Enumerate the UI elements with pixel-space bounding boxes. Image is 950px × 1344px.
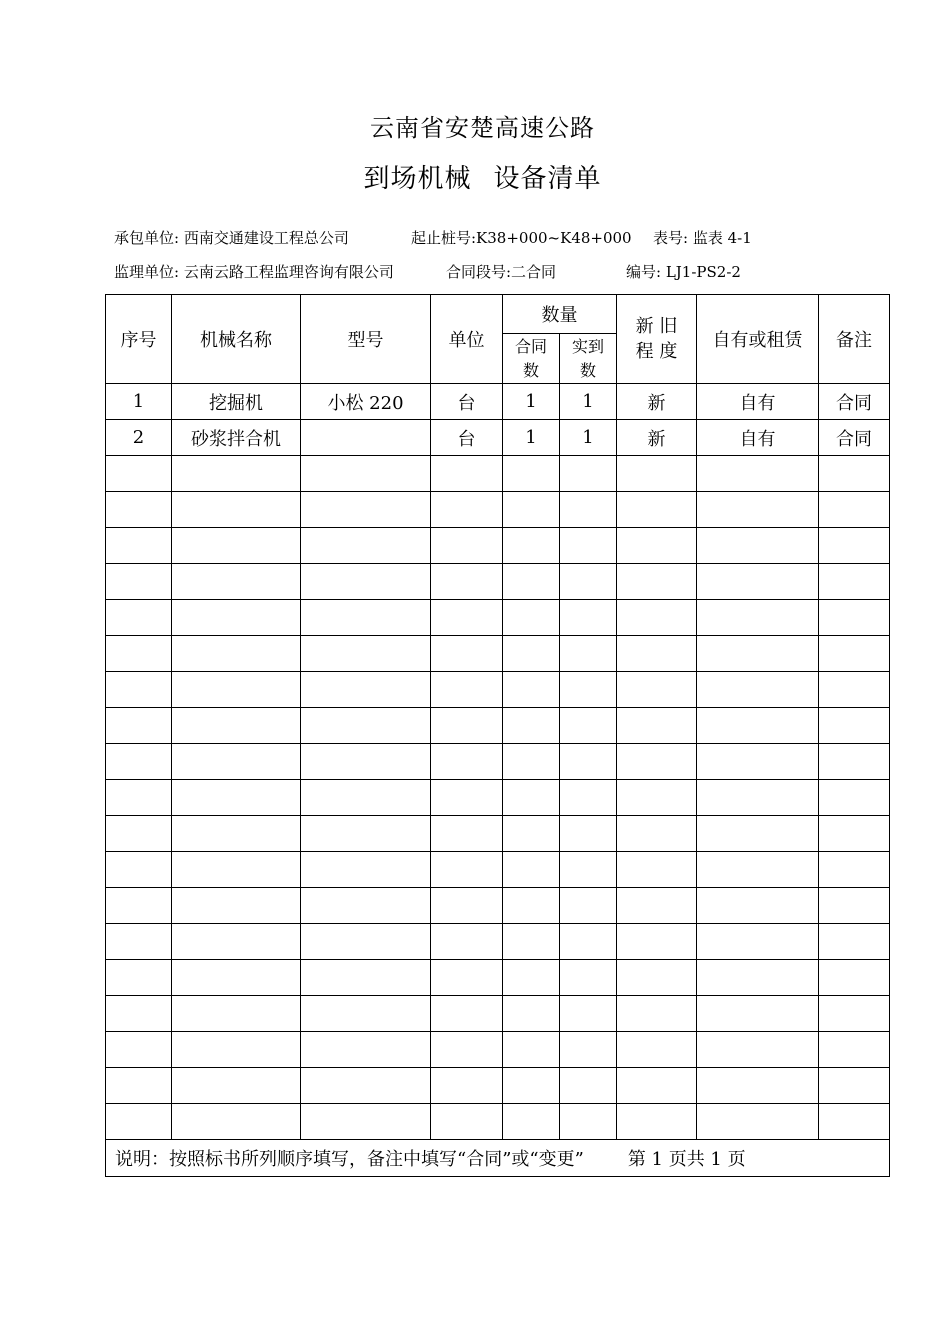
- footer-note: 说明：按照标书所列顺序填写，备注中填写“合同”或“变更”: [115, 1149, 584, 1170]
- table-row-empty: [106, 636, 890, 672]
- cell-contract-qty: [503, 1104, 560, 1140]
- cell-model: [301, 456, 431, 492]
- cell-model: [301, 1068, 431, 1104]
- cell-seq: [106, 492, 172, 528]
- cell-seq: [106, 1032, 172, 1068]
- header-unit: 单位: [431, 295, 503, 384]
- cell-actual-qty: [560, 888, 617, 924]
- cell-condition: [617, 852, 697, 888]
- table-row-empty: [106, 600, 890, 636]
- header-condition: 新 旧 程 度: [617, 295, 697, 384]
- cell-contract-qty: [503, 1032, 560, 1068]
- table-row-empty: [106, 456, 890, 492]
- cell-name: 砂浆拌合机: [172, 420, 301, 456]
- cell-contract-qty: [503, 528, 560, 564]
- cell-contract-qty: [503, 456, 560, 492]
- cell-contract-qty: [503, 816, 560, 852]
- cell-name: [172, 780, 301, 816]
- table-row-empty: [106, 708, 890, 744]
- cell-unit: [431, 528, 503, 564]
- cell-name: [172, 528, 301, 564]
- cell-ownership: [697, 816, 819, 852]
- table-row-empty: [106, 996, 890, 1032]
- cell-remark: [819, 492, 890, 528]
- cell-actual-qty: [560, 1032, 617, 1068]
- cell-contract-qty: 1: [503, 420, 560, 456]
- table-footer-row: [106, 1140, 890, 1177]
- cell-remark: [819, 564, 890, 600]
- cell-remark: [819, 528, 890, 564]
- cell-actual-qty: [560, 456, 617, 492]
- cell-unit: 台: [431, 384, 503, 420]
- table-row-empty: [106, 1068, 890, 1104]
- cell-remark: [819, 852, 890, 888]
- page-indicator: 第 1 页共 1 页: [627, 1149, 746, 1170]
- cell-condition: [617, 672, 697, 708]
- cell-remark: [819, 636, 890, 672]
- cell-ownership: [697, 888, 819, 924]
- cell-contract-qty: [503, 888, 560, 924]
- cell-contract-qty: [503, 852, 560, 888]
- cell-condition: [617, 924, 697, 960]
- cell-name: [172, 1068, 301, 1104]
- cell-remark: [819, 744, 890, 780]
- cell-model: [301, 960, 431, 996]
- cell-ownership: 自有: [697, 420, 819, 456]
- cell-actual-qty: [560, 780, 617, 816]
- cell-condition: [617, 528, 697, 564]
- serial-number-info: 编号: LJ1-PS2-2: [626, 263, 741, 281]
- cell-unit: [431, 1068, 503, 1104]
- cell-name: [172, 924, 301, 960]
- cell-name: [172, 636, 301, 672]
- cell-actual-qty: [560, 996, 617, 1032]
- cell-contract-qty: [503, 744, 560, 780]
- cell-seq: [106, 996, 172, 1032]
- cell-remark: [819, 456, 890, 492]
- cell-condition: [617, 600, 697, 636]
- cell-unit: [431, 852, 503, 888]
- table-row-empty: [106, 1032, 890, 1068]
- cell-condition: [617, 456, 697, 492]
- cell-seq: [106, 744, 172, 780]
- cell-unit: [431, 816, 503, 852]
- cell-unit: [431, 600, 503, 636]
- cell-condition: [617, 780, 697, 816]
- cell-ownership: [697, 1068, 819, 1104]
- cell-unit: [431, 564, 503, 600]
- cell-seq: [106, 1104, 172, 1140]
- cell-contract-qty: [503, 672, 560, 708]
- cell-seq: [106, 852, 172, 888]
- cell-ownership: [697, 636, 819, 672]
- cell-ownership: [697, 960, 819, 996]
- supervisor-info: 监理单位: 云南云路工程监理咨询有限公司: [114, 263, 394, 281]
- cell-contract-qty: [503, 564, 560, 600]
- cell-remark: [819, 600, 890, 636]
- cell-condition: [617, 960, 697, 996]
- cell-actual-qty: [560, 708, 617, 744]
- cell-remark: [819, 924, 890, 960]
- cell-seq: [106, 672, 172, 708]
- cell-ownership: [697, 996, 819, 1032]
- table-row-empty: [106, 888, 890, 924]
- cell-contract-qty: [503, 996, 560, 1032]
- cell-condition: [617, 636, 697, 672]
- cell-model: [301, 528, 431, 564]
- cell-remark: [819, 996, 890, 1032]
- cell-remark: [819, 672, 890, 708]
- cell-model: [301, 816, 431, 852]
- cell-name: [172, 600, 301, 636]
- cell-actual-qty: [560, 924, 617, 960]
- cell-actual-qty: 1: [560, 384, 617, 420]
- equipment-table: [105, 294, 890, 1177]
- cell-remark: [819, 888, 890, 924]
- header-seq: 序号: [106, 295, 172, 384]
- cell-condition: 新: [617, 384, 697, 420]
- cell-contract-qty: [503, 600, 560, 636]
- cell-seq: [106, 528, 172, 564]
- cell-unit: [431, 1104, 503, 1140]
- cell-condition: [617, 996, 697, 1032]
- cell-model: [301, 780, 431, 816]
- cell-unit: 台: [431, 420, 503, 456]
- cell-contract-qty: [503, 780, 560, 816]
- header-actual-qty: 实到数: [560, 334, 617, 384]
- cell-ownership: [697, 1104, 819, 1140]
- table-row-empty: [106, 492, 890, 528]
- cell-unit: [431, 708, 503, 744]
- cell-seq: [106, 924, 172, 960]
- cell-seq: [106, 564, 172, 600]
- cell-ownership: [697, 744, 819, 780]
- cell-unit: [431, 1032, 503, 1068]
- cell-actual-qty: [560, 1068, 617, 1104]
- cell-name: [172, 1032, 301, 1068]
- cell-contract-qty: [503, 1068, 560, 1104]
- cell-ownership: [697, 564, 819, 600]
- cell-name: [172, 744, 301, 780]
- cell-remark: 合同: [819, 384, 890, 420]
- header-model: 型号: [301, 295, 431, 384]
- header-contract-qty: 合同数: [503, 334, 560, 384]
- cell-unit: [431, 672, 503, 708]
- cell-model: [301, 1104, 431, 1140]
- cell-name: [172, 672, 301, 708]
- cell-remark: [819, 780, 890, 816]
- cell-remark: [819, 960, 890, 996]
- header-quantity: 数量: [503, 295, 617, 334]
- cell-remark: [819, 1104, 890, 1140]
- cell-model: [301, 1032, 431, 1068]
- cell-seq: [106, 960, 172, 996]
- cell-model: [301, 492, 431, 528]
- header-name: 机械名称: [172, 295, 301, 384]
- cell-remark: [819, 1068, 890, 1104]
- cell-seq: [106, 600, 172, 636]
- cell-condition: [617, 564, 697, 600]
- cell-model: [301, 636, 431, 672]
- cell-ownership: [697, 672, 819, 708]
- table-row-empty: [106, 960, 890, 996]
- cell-ownership: [697, 924, 819, 960]
- cell-model: [301, 744, 431, 780]
- cell-remark: 合同: [819, 420, 890, 456]
- cell-model: [301, 888, 431, 924]
- cell-seq: [106, 636, 172, 672]
- cell-name: [172, 960, 301, 996]
- cell-name: [172, 492, 301, 528]
- cell-condition: [617, 816, 697, 852]
- cell-contract-qty: [503, 636, 560, 672]
- cell-ownership: [697, 600, 819, 636]
- table-row-empty: [106, 1104, 890, 1140]
- cell-ownership: [697, 492, 819, 528]
- form-number-info: 表号: 监表 4-1: [653, 229, 752, 247]
- cell-unit: [431, 888, 503, 924]
- cell-actual-qty: [560, 816, 617, 852]
- stake-range-info: 起止桩号:K38+000~K48+000: [411, 229, 632, 247]
- subtitle-part-a: 到场机械: [363, 164, 472, 194]
- cell-condition: [617, 708, 697, 744]
- cell-contract-qty: [503, 708, 560, 744]
- cell-remark: [819, 1032, 890, 1068]
- cell-condition: [617, 1032, 697, 1068]
- cell-unit: [431, 780, 503, 816]
- cell-name: [172, 996, 301, 1032]
- cell-name: 挖掘机: [172, 384, 301, 420]
- cell-actual-qty: [560, 960, 617, 996]
- contract-section-info: 合同段号:二合同: [446, 263, 557, 281]
- cell-actual-qty: [560, 492, 617, 528]
- cell-model: [301, 708, 431, 744]
- table-row-empty: [106, 852, 890, 888]
- cell-remark: [819, 708, 890, 744]
- cell-seq: 1: [106, 384, 172, 420]
- cell-model: [301, 600, 431, 636]
- table-row-empty: [106, 924, 890, 960]
- cell-ownership: 自有: [697, 384, 819, 420]
- cell-actual-qty: [560, 672, 617, 708]
- cell-condition: [617, 1068, 697, 1104]
- cell-ownership: [697, 780, 819, 816]
- cell-model: [301, 996, 431, 1032]
- cell-actual-qty: [560, 528, 617, 564]
- document-subtitle: [0, 158, 950, 195]
- cell-contract-qty: 1: [503, 384, 560, 420]
- cell-actual-qty: [560, 852, 617, 888]
- cell-name: [172, 816, 301, 852]
- cell-model: 小松 220: [301, 384, 431, 420]
- cell-condition: [617, 888, 697, 924]
- cell-seq: [106, 1068, 172, 1104]
- cell-unit: [431, 492, 503, 528]
- cell-seq: [106, 708, 172, 744]
- cell-unit: [431, 960, 503, 996]
- footer-note-cell: [106, 1140, 890, 1177]
- cell-actual-qty: [560, 636, 617, 672]
- cell-model: [301, 420, 431, 456]
- table-row-empty: [106, 564, 890, 600]
- cell-condition: [617, 1104, 697, 1140]
- cell-actual-qty: [560, 1104, 617, 1140]
- cell-unit: [431, 924, 503, 960]
- cell-name: [172, 1104, 301, 1140]
- cell-ownership: [697, 456, 819, 492]
- cell-condition: [617, 492, 697, 528]
- header-ownership: 自有或租赁: [697, 295, 819, 384]
- cell-seq: 2: [106, 420, 172, 456]
- cell-name: [172, 456, 301, 492]
- table-row-empty: [106, 528, 890, 564]
- header-remark: 备注: [819, 295, 890, 384]
- cell-seq: [106, 888, 172, 924]
- contractor-info: 承包单位: 西南交通建设工程总公司: [114, 229, 349, 247]
- table-row-empty: [106, 816, 890, 852]
- table-row: [106, 384, 890, 420]
- cell-ownership: [697, 1032, 819, 1068]
- cell-ownership: [697, 708, 819, 744]
- cell-ownership: [697, 852, 819, 888]
- cell-contract-qty: [503, 924, 560, 960]
- cell-model: [301, 852, 431, 888]
- cell-model: [301, 564, 431, 600]
- cell-name: [172, 852, 301, 888]
- cell-unit: [431, 636, 503, 672]
- cell-condition: [617, 744, 697, 780]
- cell-contract-qty: [503, 492, 560, 528]
- cell-actual-qty: [560, 744, 617, 780]
- cell-seq: [106, 456, 172, 492]
- subtitle-part-b: 设备清单: [493, 164, 602, 194]
- table-row-empty: [106, 780, 890, 816]
- cell-seq: [106, 816, 172, 852]
- cell-name: [172, 888, 301, 924]
- cell-name: [172, 564, 301, 600]
- cell-unit: [431, 996, 503, 1032]
- cell-name: [172, 708, 301, 744]
- table-row-empty: [106, 744, 890, 780]
- cell-model: [301, 672, 431, 708]
- cell-unit: [431, 744, 503, 780]
- cell-actual-qty: 1: [560, 420, 617, 456]
- cell-model: [301, 924, 431, 960]
- cell-remark: [819, 816, 890, 852]
- table-row: [106, 420, 890, 456]
- cell-actual-qty: [560, 600, 617, 636]
- cell-seq: [106, 780, 172, 816]
- table-row-empty: [106, 672, 890, 708]
- cell-contract-qty: [503, 960, 560, 996]
- document-title: 云南省安楚高速公路: [370, 114, 595, 142]
- cell-ownership: [697, 528, 819, 564]
- cell-condition: 新: [617, 420, 697, 456]
- cell-unit: [431, 456, 503, 492]
- cell-actual-qty: [560, 564, 617, 600]
